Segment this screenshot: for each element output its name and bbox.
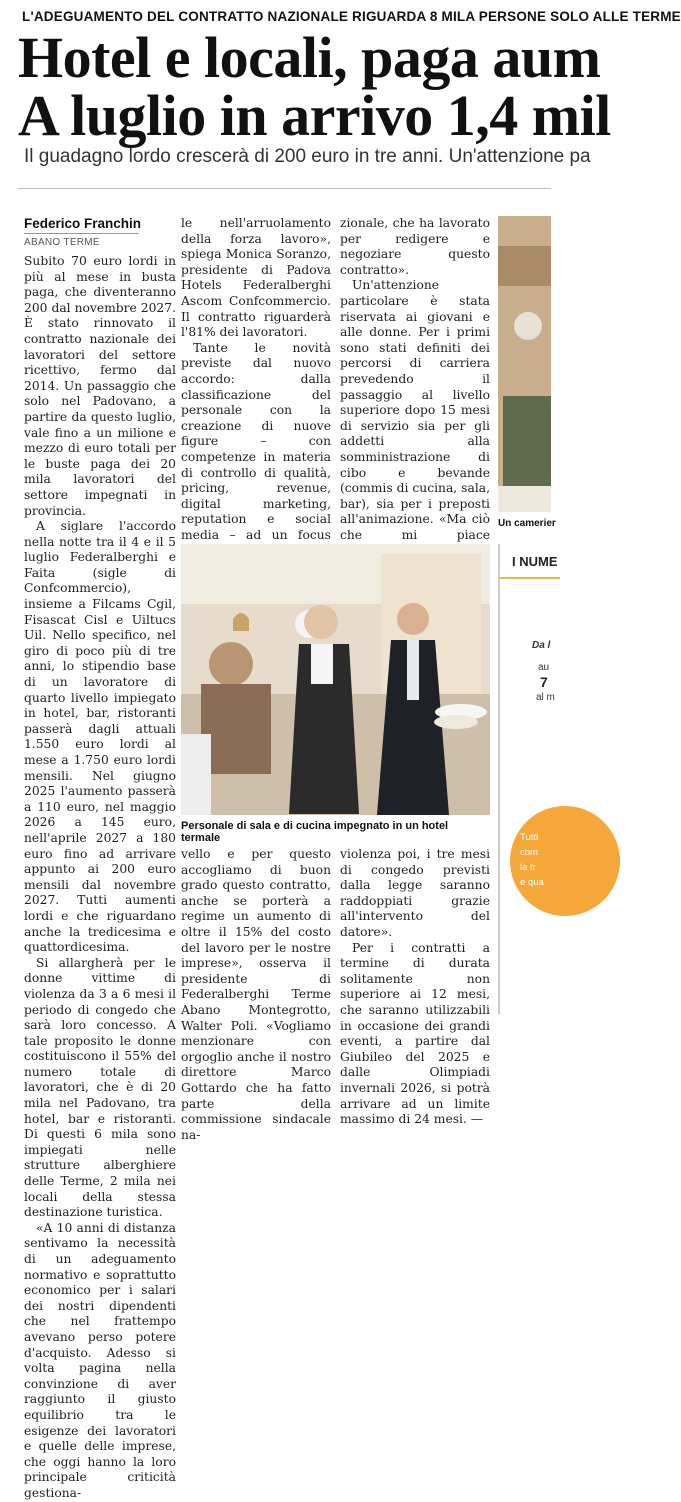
- paragraph: vello e per questo accogliamo di buon grado questo contratto, anche se porterà a regime un aumento di oltre il 15% del costo del lavoro per le nostre imprese», osserva il presidente di Federalberghi Terme Abano Montegrotto, Walter Poli. «Vogliamo menzionare con orgoglio anche il nostro direttore Marco Gottardo che ha fatto parte della commissione sindacale na-: [181, 847, 331, 1142]
- headline-line-1: Hotel e locali, paga aum: [18, 25, 601, 90]
- paragraph: violenza poi, i tre mesi di congedo previsti dalla legge saranno raddoppiati grazie all'intervento del datore».: [340, 847, 490, 939]
- sidebar-accent-rule: [500, 577, 560, 579]
- photo-illustration: [498, 216, 551, 512]
- paragraph: Subito 70 euro lordi in più al mese in busta paga, che diventeranno 200 dal novembre 2027. È stato rinnovato il contratto nazionale dei lavoratori del settore ricettivo, fermo dal 2014. Un passaggio che solo nel Padovano, a partire da questo luglio, vale fino a un milione e mezzo di euro totali per le buste paga dei 20 mila lavoratori del settore impegnati in provincia.: [24, 254, 176, 518]
- highlight-circle-text: [520, 830, 560, 890]
- author-name: Federico Franchin: [24, 216, 142, 231]
- article-column-2-continued: [181, 847, 331, 1143]
- paragraph: zionale, che ha lavorato per redigere e negoziare questo contratto».: [340, 216, 490, 277]
- dateline-place: ABANO TERME: [24, 237, 100, 248]
- circle-line: com: [520, 847, 538, 858]
- paragraph: le nell'arruolamento della forza lavoro», spiega Monica Soranzo, presidente di Padova Hotels Federalberghi Ascom Confcommercio. Il contratto riguarderà l'81% dei lavoratori.: [181, 216, 331, 340]
- sidebar-unit: al m: [536, 692, 555, 703]
- paragraph: Per i contratti a termine di durata solitamente non superiore ai 12 mesi, che saranno utilizzabili in occasione dei grandi eventi, a partire dal Giubileo del 2025 e dalle Olimpiadi invernali 2026, si potrà arrivare ad un limite massimo di 24 mesi. —: [340, 940, 490, 1127]
- headline-line-2: A luglio in arrivo 1,4 mil: [18, 83, 611, 148]
- waiter-photo-caption: Un camerier: [498, 518, 556, 529]
- article-column-1: [24, 254, 176, 1502]
- hotel-staff-photo: [181, 544, 490, 815]
- paragraph: Un'attenzione particolare è stata riservata ai giovani e alle donne. Per i primi sono stati definiti dei percorsi di carriera prevedendo il passaggio al livello superiore dopo 15 mesi di servizio sia per gli addetti alla somministrazione di cibo e bevande (commis di cucina, sala, bar), sia per i preposti all'animazione. «Ma ciò che mi piace: [340, 278, 490, 542]
- paragraph: Si allargherà per le donne vittime di violenza da 3 a 6 mesi il periodo di congedo che sarà loro concesso. A tale proposito le donne costituiscono il 55% del numero totale di lavoratori, che è di 20 mila nel Padovano, tra hotel, bar e ristoranti. Di questi 6 mila sono impiegati nelle strutture alberghiere delle Terme, 2 mila nei locali della stessa destinazione turistica.: [24, 955, 176, 1220]
- photo-illustration: [181, 544, 490, 815]
- numbers-sidebar: [498, 544, 558, 1014]
- subheadline: Il guadagno lordo crescerà di 200 euro in tre anni. Un'attenzione pa: [24, 146, 591, 167]
- header-divider: [18, 188, 551, 189]
- sidebar-number: 7: [540, 674, 548, 690]
- photo-caption: Personale di sala e di cucina impegnato in un hotel termale: [181, 820, 449, 844]
- kicker: L'ADEGUAMENTO DEL CONTRATTO NAZIONALE RIGUARDA 8 MILA PERSONE SOLO ALLE TERME: [22, 9, 681, 24]
- paragraph: A siglare l'accordo nella notte tra il 4 e il 5 luglio Federalberghi e Faita (sigle di Confcommercio), insieme a Filcams Cgil, Fisascat Cisl e Uiltucs Uil. Nello specifico, nel giro di poco più di tre anni, lo stipendio base di un lavoratore di quarto livello impiegato in hotel, bar, ristoranti passerà dagli attuali 1.550 euro lordi al mese a 1.750 euro lordi mensili. Nel giugno 2025 l'aumento passerà a 110 euro, nel maggio 2026 a 145 euro, nell'aprile 2027 a 180 euro fino ad arrivare appunto ai 200 euro mensili dal novembre 2027. Tutti aumenti lordi e che riguardano anche la tredicesima e quattordicesima.: [24, 519, 176, 955]
- circle-line: la tr: [520, 862, 536, 873]
- sidebar-title: I NUME: [512, 554, 558, 569]
- sidebar-subtitle: Da l: [532, 640, 551, 651]
- waiter-photo: [498, 216, 551, 512]
- paragraph: Tante le novità previste dal nuovo accordo: dalla classificazione del personale con la creazione di nuove figure – con competenze in materia di controllo di qualità, pricing, revenue, digital marketing, reputation e social media – ad un focus: [181, 340, 331, 542]
- author-divider: [24, 233, 139, 234]
- paragraph: «A 10 anni di distanza sentivamo la necessità di un adeguamento normativo e soprattutto economico per i salari dei nostri dipendenti che nel frattempo avevano perso potere d'acquisto. Adesso si volta pagina nella convinzione di aver raggiunto il giusto equilibrio tra le esigenze dei lavoratori e quelle delle imprese, che oggi hanno la loro principale criticità gestiona-: [24, 1220, 176, 1500]
- circle-line: Tutti: [520, 832, 539, 843]
- sidebar-label: au: [538, 662, 550, 673]
- article-column-3-continued: [340, 847, 490, 1128]
- circle-line: e qua: [520, 877, 544, 888]
